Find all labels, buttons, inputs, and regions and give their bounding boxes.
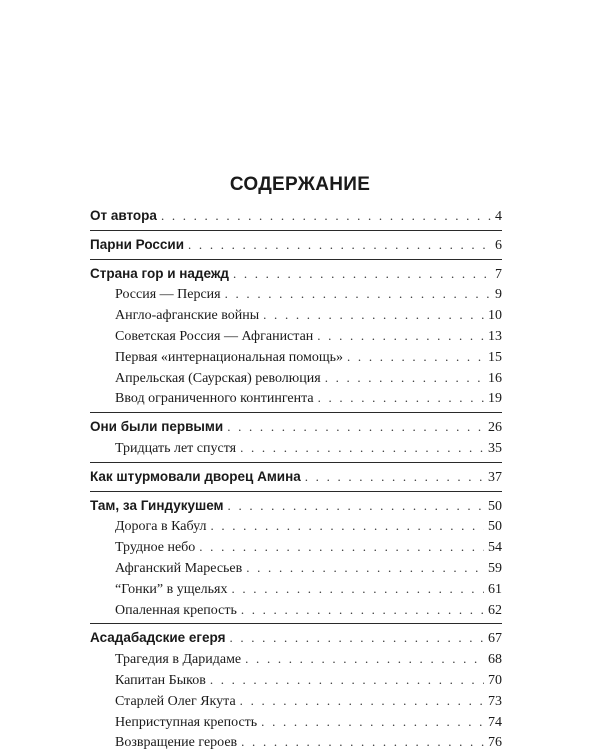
toc-entry-page: 9 — [495, 287, 502, 303]
toc-entry-label: Первая «интернациональная помощь» — [115, 349, 344, 365]
toc-entry-label: Старлей Олег Якута — [115, 693, 236, 709]
dot-leader — [261, 712, 484, 733]
dot-leader — [161, 206, 491, 227]
toc-entry-label: Россия — Персия — [115, 287, 221, 303]
toc-subentry — [90, 347, 502, 368]
toc-entry-label: Капитан Быков — [115, 672, 206, 688]
dot-leader — [229, 628, 484, 649]
toc-entry-page: 67 — [488, 631, 502, 647]
toc-entry-label: Возвращение героев — [115, 735, 238, 751]
toc-entry-page: 10 — [488, 308, 502, 324]
toc-entry-label: Опаленная крепость — [115, 602, 237, 618]
toc-subentry — [90, 691, 502, 712]
section-divider — [90, 259, 502, 260]
toc-entry-page: 19 — [488, 391, 502, 407]
toc-section-entry — [90, 467, 502, 488]
toc-subentry — [90, 516, 502, 537]
dot-leader — [225, 284, 491, 305]
toc-subentry — [90, 284, 502, 305]
toc-section-entry — [90, 628, 502, 649]
page-title: СОДЕРЖАНИЕ — [229, 174, 371, 195]
table-of-contents — [90, 206, 502, 753]
dot-leader — [241, 600, 484, 621]
toc-entry-page: 50 — [488, 519, 502, 535]
dot-leader — [325, 368, 484, 389]
toc-entry-label: Ввод ограниченного контингента — [115, 391, 314, 407]
toc-subentry — [90, 438, 502, 459]
dot-leader — [241, 732, 484, 753]
toc-section-entry — [90, 235, 502, 256]
toc-subentry — [90, 732, 502, 753]
dot-leader — [227, 417, 484, 438]
dot-leader — [232, 579, 485, 600]
toc-entry-label: Тридцать лет спустя — [115, 440, 237, 456]
toc-subentry — [90, 712, 502, 733]
dot-leader — [210, 516, 484, 537]
toc-entry-page: 4 — [495, 209, 502, 224]
toc-entry-label: Неприступная крепость — [115, 714, 258, 730]
toc-subentry — [90, 326, 502, 347]
toc-entry-page: 76 — [488, 735, 502, 751]
toc-entry-label: Афганский Маресьев — [115, 560, 243, 576]
toc-entry-label: Дорога в Кабул — [115, 519, 207, 535]
section-divider — [90, 412, 502, 413]
toc-entry-page: 68 — [488, 652, 502, 668]
toc-entry-label: Там, за Гиндукушем — [90, 497, 224, 513]
dot-leader — [347, 347, 484, 368]
toc-entry-page: 70 — [488, 672, 502, 688]
toc-entry-page: 62 — [488, 602, 502, 618]
toc-subentry — [90, 670, 502, 691]
dot-leader — [245, 649, 484, 670]
dot-leader — [305, 467, 484, 488]
toc-entry-page: 7 — [495, 266, 502, 282]
toc-entry-page: 59 — [488, 560, 502, 576]
toc-entry-page: 73 — [488, 693, 502, 709]
toc-entry-page: 35 — [488, 440, 502, 456]
toc-entry-page: 37 — [488, 469, 502, 485]
toc-section-entry — [90, 417, 502, 438]
toc-entry-label: От автора — [90, 208, 157, 223]
toc-entry-label: Как штурмовали дворец Амина — [90, 468, 301, 484]
section-divider — [90, 462, 502, 463]
toc-subentry — [90, 600, 502, 621]
dot-leader — [246, 558, 484, 579]
dot-leader — [188, 235, 491, 256]
toc-entry-label: Трагедия в Даридаме — [115, 652, 242, 668]
toc-entry-page: 54 — [488, 540, 502, 556]
toc-entry-page: 16 — [488, 370, 502, 386]
toc-subentry — [90, 388, 502, 409]
toc-entry-label: Асадабадские егеря — [90, 630, 226, 646]
toc-entry-label: Англо-афганские войны — [115, 308, 260, 324]
dot-leader — [318, 388, 484, 409]
dot-leader — [210, 670, 484, 691]
toc-subentry — [90, 368, 502, 389]
toc-entry-page: 74 — [488, 714, 502, 730]
toc-entry-page: 50 — [488, 498, 502, 514]
toc-subentry — [90, 558, 502, 579]
toc-entry-label: Советская Россия — Афганистан — [115, 328, 314, 344]
toc-entry-page: 6 — [495, 237, 502, 253]
dot-leader — [317, 326, 484, 347]
toc-entry-label: Трудное небо — [115, 540, 196, 556]
toc-section-entry — [90, 264, 502, 285]
dot-leader — [228, 496, 484, 517]
toc-entry-page: 26 — [488, 420, 502, 436]
section-divider — [90, 230, 502, 231]
toc-entry-page: 61 — [488, 581, 502, 597]
toc-entry-page: 15 — [488, 349, 502, 365]
toc-subentry — [90, 649, 502, 670]
toc-entry-label: Апрельская (Саурская) революция — [115, 370, 321, 386]
toc-section-entry — [90, 496, 502, 517]
dot-leader — [240, 438, 484, 459]
dot-leader — [263, 305, 484, 326]
dot-leader — [199, 537, 484, 558]
toc-section-entry — [90, 206, 502, 227]
toc-entry-label: Парни России — [90, 236, 185, 252]
toc-entry-page: 13 — [488, 328, 502, 344]
section-divider — [90, 623, 502, 624]
dot-leader — [233, 264, 491, 285]
toc-subentry — [90, 305, 502, 326]
toc-entry-label: Страна гор и надежд — [90, 265, 229, 281]
dot-leader — [240, 691, 484, 712]
toc-entry-label: Они были первыми — [90, 419, 224, 435]
toc-subentry — [90, 579, 502, 600]
section-divider — [90, 491, 502, 492]
toc-entry-label: “Гонки” в ущельях — [115, 581, 228, 597]
toc-subentry — [90, 537, 502, 558]
